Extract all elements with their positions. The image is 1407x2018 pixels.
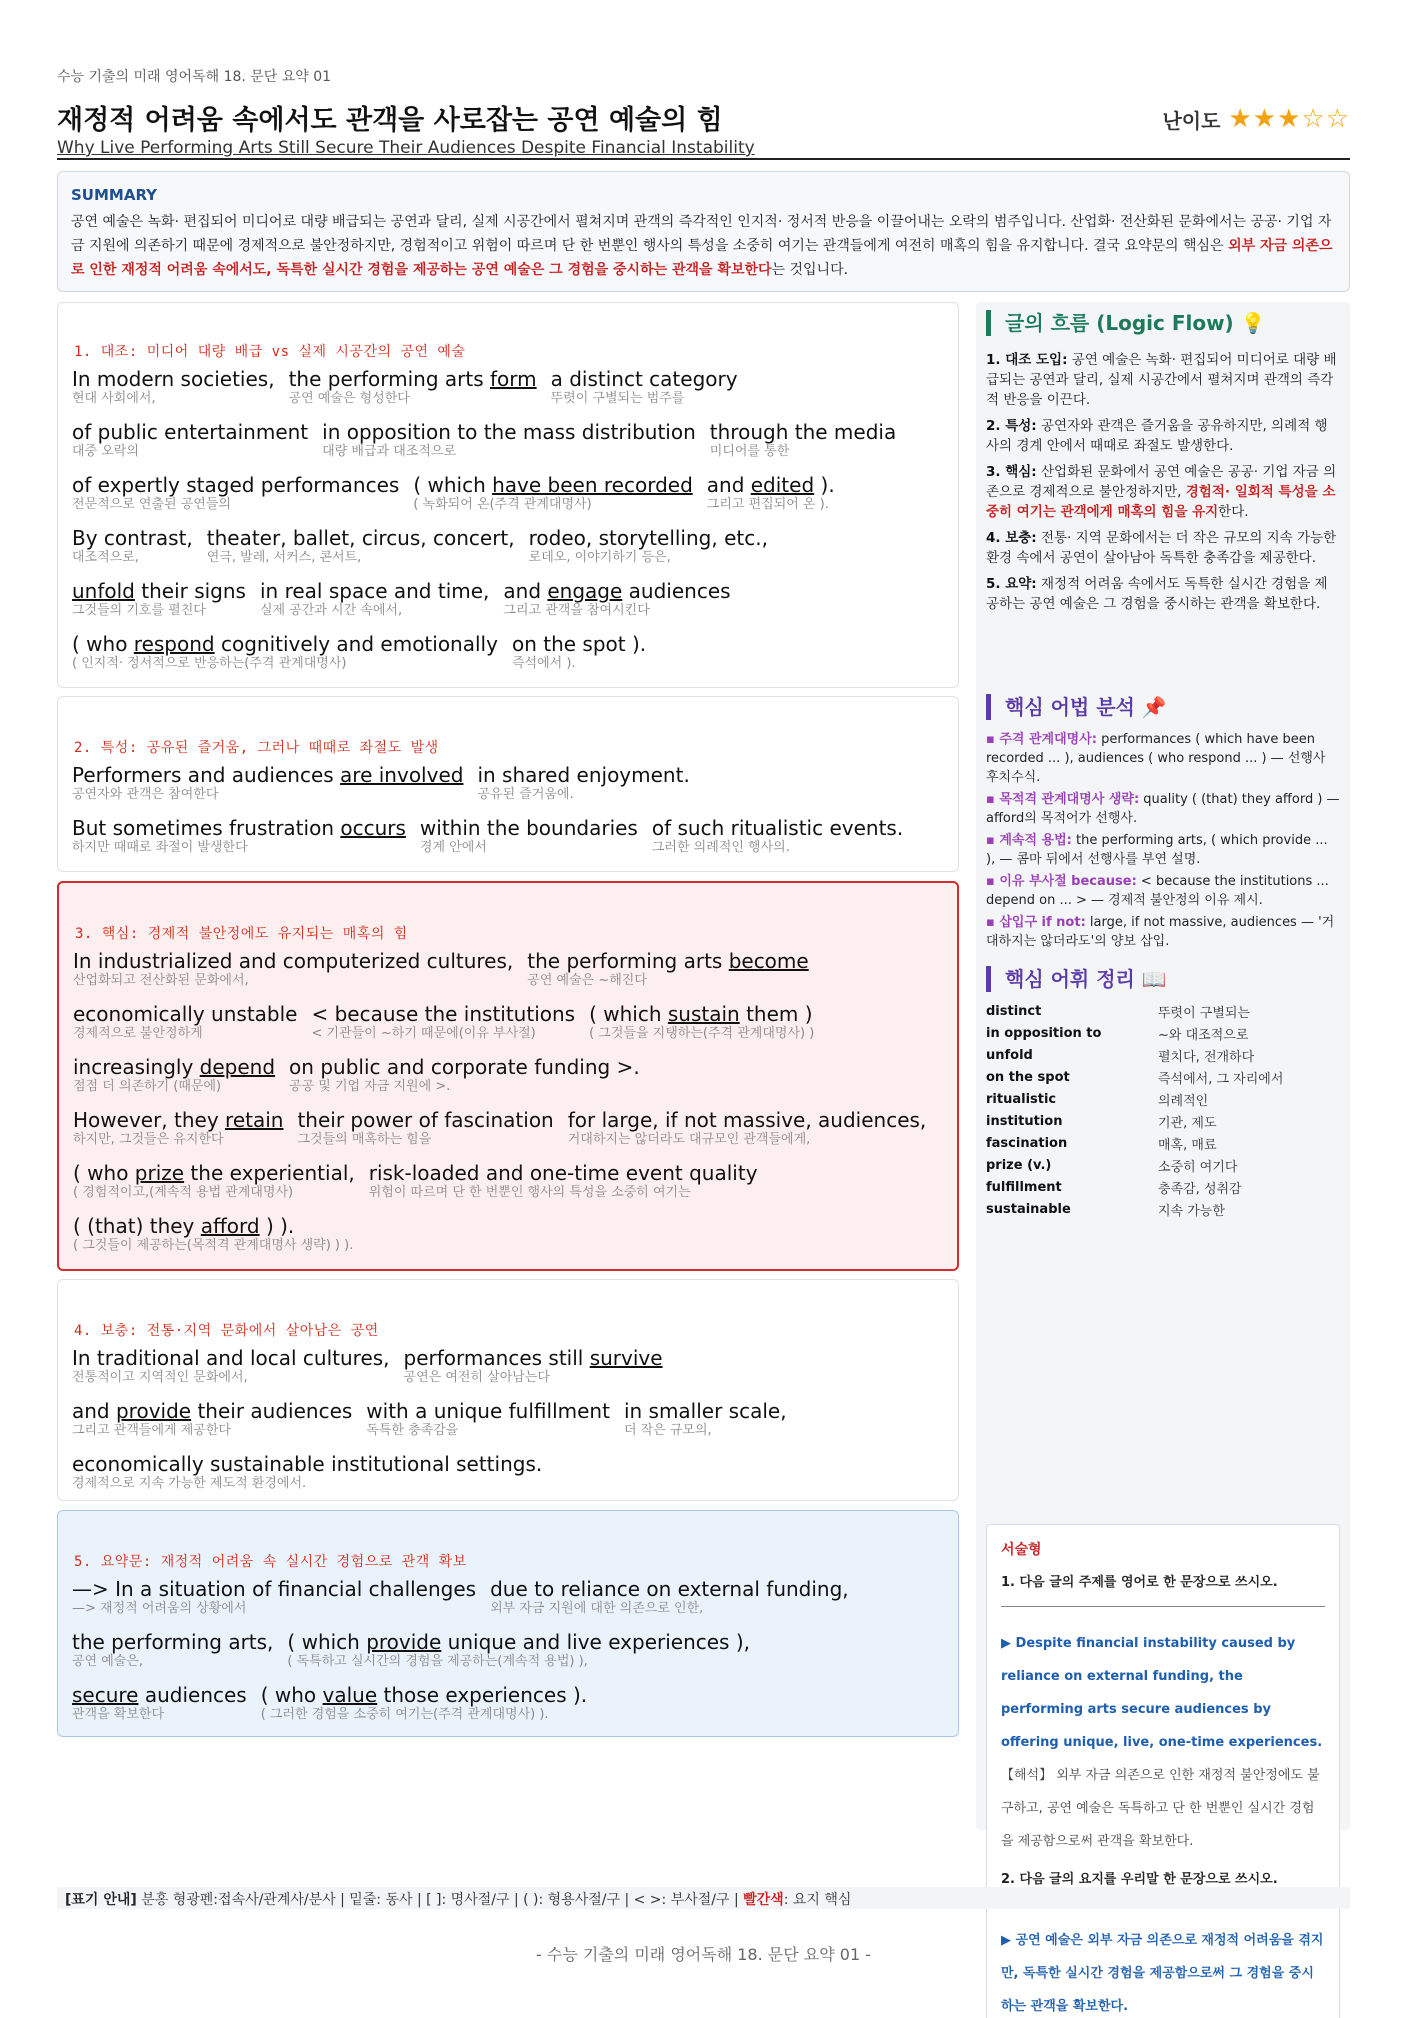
english-chunk: —> In a situation of financial challenges xyxy=(72,1577,477,1601)
summary-heading: SUMMARY xyxy=(71,186,158,204)
answer-line xyxy=(1001,1606,1325,1607)
vocab-row xyxy=(986,1088,1340,1110)
sentence-line xyxy=(72,1346,677,1386)
english-chunk: secure audiences xyxy=(72,1683,247,1707)
korean-gloss: 대량 배급과 대조적으로 xyxy=(322,444,457,459)
vocab-meaning: 매혹, 매료 xyxy=(1158,1137,1217,1153)
korean-gloss: 거대하지는 않더라도 대규모인 관객들에게, xyxy=(567,1132,811,1147)
chunk xyxy=(707,473,835,513)
english-chunk: theater, ballet, circus, concert, xyxy=(206,526,515,550)
korean-gloss: ( 그것들이 제공하는(목적격 관계대명사 생략) ) ). xyxy=(73,1238,354,1253)
sentence-line xyxy=(73,1055,654,1095)
korean-gloss: ( 그것들을 지탱하는(주격 관계대명사) ) xyxy=(589,1026,815,1041)
logic-flow-item: 2. 특성: 공연자와 관객은 즐거움을 공유하지만, 의례적 행사의 경계 안에서 때때로 좌절도 발생한다. xyxy=(986,418,1328,454)
chunk xyxy=(551,367,738,407)
english-chunk: and engage audiences xyxy=(503,579,731,603)
grammar-item: ▪ 이유 부사절 because: < because the institutions ... depend on ... > — 경제적 불안정의 이유 제시. xyxy=(986,874,1329,908)
english-chunk: due to reliance on external funding, xyxy=(490,1577,849,1601)
korean-gloss: 그것들의 기호를 펼친다 xyxy=(72,603,206,618)
english-chunk: economically sustainable institutional settings. xyxy=(72,1452,543,1476)
paragraph-note: 4. 보충: 전통·지역 문화에서 살아남은 공연 xyxy=(74,1323,379,1339)
sentence-line xyxy=(72,1683,601,1723)
chunk xyxy=(72,579,246,619)
chunk xyxy=(72,1630,273,1670)
chunk xyxy=(72,420,308,460)
chunk xyxy=(624,1399,787,1439)
paragraph-block-3 xyxy=(57,881,959,1271)
vocab-row xyxy=(986,1044,1340,1066)
vocab-heading xyxy=(986,966,1167,992)
exam-question-1: 1. 다음 글의 주제를 영어로 한 문장으로 쓰시오. xyxy=(1001,1575,1278,1590)
chunk xyxy=(490,1577,849,1617)
english-chunk: of such ritualistic events. xyxy=(651,816,904,840)
chunk xyxy=(73,1002,297,1042)
chunk xyxy=(261,1683,587,1723)
korean-gloss: 외부 자금 지원에 대한 의존으로 인한, xyxy=(490,1601,704,1616)
pin-icon: 📌 xyxy=(1141,695,1167,719)
chunk xyxy=(311,1002,575,1042)
logic-flow-item: 4. 보충: 전통· 지역 문화에서는 더 작은 규모의 지속 가능한 환경 속에서 공연이 살아남아 독특한 충족감을 제공한다. xyxy=(986,530,1337,566)
vocab-word: fulfillment xyxy=(986,1179,1062,1195)
legend-text: 분홍 형광펜:접속사/관계사/분사 | 밑줄: 동사 | [ ]: 명사절/구 | ( ): 형용사절/구 | < >: 부사절/구 | xyxy=(136,1892,744,1908)
chunk xyxy=(369,1161,758,1201)
summary-text xyxy=(71,210,1336,282)
korean-gloss: 전문적으로 연출된 공연들의 xyxy=(72,497,231,512)
logic-flow-list xyxy=(986,350,1340,620)
summary-box xyxy=(57,171,1350,292)
english-chunk: a distinct category xyxy=(550,367,738,391)
chunk xyxy=(420,816,638,856)
english-chunk: their power of fascination xyxy=(297,1108,554,1132)
korean-gloss: 즉석에서 ). xyxy=(511,656,576,671)
korean-gloss: 공유된 즐거움에. xyxy=(477,787,574,802)
series-label: 수능 기출의 미래 영어독해 18. 문단 요약 01 xyxy=(57,69,332,85)
chunk xyxy=(503,579,730,619)
english-chunk: and provide their audiences xyxy=(72,1399,353,1423)
english-chunk: ( (that) they afford ) ). xyxy=(73,1214,295,1238)
korean-gloss: 관객을 확보한다 xyxy=(72,1707,165,1722)
grammar-item: ▪ 계속적 용법: the performing arts, ( which provide ... ), — 콤마 뒤에서 선행사를 부연 설명. xyxy=(986,833,1328,867)
grammar-item: ▪ 목적격 관계대명사 생략: quality ( (that) they afford ) — afford의 목적어가 선행사. xyxy=(986,792,1340,826)
vocab-row xyxy=(986,1132,1340,1154)
logic-flow-title: 글의 흐름 (Logic Flow) xyxy=(1005,311,1234,335)
english-chunk: risk-loaded and one-time event quality xyxy=(368,1161,758,1185)
vocab-meaning: 소중히 여기다 xyxy=(1158,1159,1238,1175)
vocab-list xyxy=(986,1000,1340,1220)
chunk xyxy=(73,1055,275,1095)
paragraph-block-2 xyxy=(57,696,959,872)
korean-gloss: ( 그러한 경험을 소중히 여기는(주격 관계대명사) ). xyxy=(260,1707,549,1722)
chunk xyxy=(72,367,275,407)
page-footer: - 수능 기출의 미래 영어독해 18. 문단 요약 01 - xyxy=(536,1945,871,1964)
sentence-line xyxy=(73,1002,828,1042)
english-chunk: in shared enjoyment. xyxy=(477,763,690,787)
korean-gloss: 산업화되고 전산화된 문화에서, xyxy=(73,973,249,988)
korean-gloss: ( 녹화되어 온(주격 관계대명사) xyxy=(413,497,592,512)
english-chunk: the performing arts form xyxy=(288,367,537,391)
chunk xyxy=(260,579,489,619)
grammar-item: ▪ 삽입구 if not: large, if not massive, audiences — '거대하지는 않더라도'의 양보 삽입. xyxy=(986,915,1335,949)
chunk xyxy=(72,1683,247,1723)
english-chunk: of expertly staged performances xyxy=(72,473,400,497)
vocab-meaning: 지속 가능한 xyxy=(1158,1203,1225,1219)
chunk xyxy=(568,1108,927,1148)
korean-gloss: 그것들의 매혹하는 힘을 xyxy=(297,1132,432,1147)
english-chunk: But sometimes frustration occurs xyxy=(72,816,406,840)
vocab-meaning: 뚜렷이 구별되는 xyxy=(1158,1005,1251,1021)
chunk xyxy=(366,1399,610,1439)
chunk xyxy=(289,367,537,407)
korean-gloss: 점점 더 의존하기 (때문에) xyxy=(73,1079,222,1094)
paragraph-block-5 xyxy=(57,1510,959,1737)
english-chunk: In modern societies, xyxy=(72,367,275,391)
sidebar xyxy=(976,302,1350,2014)
vocab-word: fascination xyxy=(986,1135,1068,1151)
chunk xyxy=(207,526,515,566)
book-icon: 📖 xyxy=(1141,967,1167,991)
vocab-word: distinct xyxy=(986,1003,1042,1019)
page-title: 재정적 어려움 속에서도 관객을 사로잡는 공연 예술의 힘 xyxy=(57,105,723,136)
exam-question-2: 2. 다음 글의 요지를 우리말 한 문장으로 쓰시오. xyxy=(1001,1872,1278,1887)
sentence-line xyxy=(73,949,823,989)
chunk xyxy=(652,816,903,856)
logic-flow-item: 3. 핵심: 산업화된 문화에서 공연 예술은 공공· 기업 자금 의존으로 경제적으로 불안정하지만, 경험적· 일회적 특성을 소중히 여기는 관객에게 매혹의 힘을 유지한다. xyxy=(986,464,1337,520)
vocab-meaning: 즉석에서, 그 자리에서 xyxy=(1158,1071,1284,1087)
english-chunk: with a unique fulfillment xyxy=(366,1399,610,1423)
sentence-line xyxy=(73,1161,772,1201)
english-chunk: performances still survive xyxy=(403,1346,663,1370)
vocab-meaning: 기관, 제도 xyxy=(1158,1115,1217,1131)
vocab-word: on the spot xyxy=(986,1069,1070,1085)
sentence-line xyxy=(72,1452,556,1492)
korean-gloss: 로데오, 이야기하기 등은, xyxy=(528,550,671,565)
korean-gloss: 더 작은 규모의, xyxy=(623,1423,712,1438)
korean-gloss: 공연 예술은 ~해진다 xyxy=(527,973,647,988)
chunk xyxy=(72,1399,352,1439)
korean-gloss: < 기관들이 ~하기 때문에(이유 부사절) xyxy=(311,1026,536,1041)
vocab-row xyxy=(986,1176,1340,1198)
english-chunk: increasingly depend xyxy=(73,1055,276,1079)
english-chunk: within the boundaries xyxy=(419,816,638,840)
exam-answer-2: ▶ 공연 예술은 외부 자금 의존으로 재정적 어려움을 겪지만, 독특한 실시간 경험을 제공함으로써 그 경험을 중시하는 관객을 확보한다. xyxy=(1001,1933,1324,2014)
korean-gloss: 공연자와 관객은 참여한다 xyxy=(72,787,219,802)
sentence-line xyxy=(72,579,745,619)
logic-flow-heading xyxy=(986,310,1266,336)
sentence-line xyxy=(72,420,910,460)
english-chunk: on public and corporate funding >. xyxy=(289,1055,640,1079)
english-chunk: in smaller scale, xyxy=(623,1399,787,1423)
korean-gloss: 미디어를 통한 xyxy=(709,444,790,459)
sentence-line xyxy=(72,1577,863,1617)
sentence-line xyxy=(72,632,660,672)
korean-gloss: 공연은 여전히 살아남는다 xyxy=(403,1370,550,1385)
chunk xyxy=(73,1108,283,1148)
english-chunk: However, they retain xyxy=(73,1108,284,1132)
chunk xyxy=(527,949,808,989)
vocab-row xyxy=(986,1154,1340,1176)
chunk xyxy=(297,1108,553,1148)
chunk xyxy=(72,816,406,856)
english-chunk: on the spot ). xyxy=(511,632,647,656)
chunk xyxy=(72,1577,476,1617)
vocab-word: prize (v.) xyxy=(986,1157,1052,1173)
difficulty-rating xyxy=(1162,104,1350,134)
vocab-word: ritualistic xyxy=(986,1091,1057,1107)
korean-gloss: 공공 및 기업 자금 지원에 >. xyxy=(289,1079,451,1094)
english-chunk: the performing arts, xyxy=(72,1630,274,1654)
chunk xyxy=(287,1630,750,1670)
vocab-row xyxy=(986,1066,1340,1088)
vocab-word: sustainable xyxy=(986,1201,1071,1217)
chunk xyxy=(73,1214,353,1254)
english-chunk: In industrialized and computerized cultures, xyxy=(73,949,514,973)
english-chunk: and edited ). xyxy=(706,473,835,497)
chunk xyxy=(72,473,399,513)
star-rating-icon: ★★★☆☆ xyxy=(1228,104,1350,134)
vocab-word: in opposition to xyxy=(986,1025,1102,1041)
sentence-line xyxy=(72,473,849,513)
sentence-line xyxy=(72,367,752,407)
chunk xyxy=(404,1346,663,1386)
english-chunk: ( which have been recorded xyxy=(413,473,693,497)
korean-gloss: 그리고 관객을 참여시킨다 xyxy=(503,603,650,618)
paragraph-note: 2. 특성: 공유된 즐거움, 그러나 때때로 좌절도 발생 xyxy=(74,740,439,756)
vocab-row xyxy=(986,1198,1340,1220)
korean-gloss: 경계 안에서 xyxy=(419,840,487,855)
chunk xyxy=(72,632,498,672)
vocab-meaning: 충족감, 성취감 xyxy=(1158,1181,1242,1197)
sentence-line xyxy=(72,526,782,566)
korean-gloss: 뚜렷이 구별되는 범주를 xyxy=(550,391,685,406)
english-chunk: in opposition to the mass distribution xyxy=(322,420,696,444)
korean-gloss: 하지만 때때로 좌절이 발생한다 xyxy=(72,840,248,855)
korean-gloss: ( 독특하고 실시간의 경험을 제공하는(계속적 용법) ), xyxy=(287,1654,588,1669)
korean-gloss: 공연 예술은 형성한다 xyxy=(288,391,410,406)
legend-tail: : 요지 핵심 xyxy=(783,1892,852,1908)
korean-gloss: 독특한 충족감을 xyxy=(366,1423,459,1438)
chunk xyxy=(413,473,692,513)
chunk xyxy=(477,763,689,803)
page-subtitle: Why Live Performing Arts Still Secure Their Audiences Despite Financial Instability xyxy=(57,138,755,158)
korean-gloss: 대중 오락의 xyxy=(72,444,139,459)
vocab-word: unfold xyxy=(986,1047,1033,1063)
korean-gloss: —> 재정적 어려움의 상황에서 xyxy=(72,1601,247,1616)
logic-flow-item: 5. 요약: 재정적 어려움 속에서도 독특한 실시간 경험을 제공하는 공연 예술은 그 경험을 중시하는 관객을 확보한다. xyxy=(986,576,1328,612)
logic-flow-item: 1. 대조 도입: 공연 예술은 녹화· 편집되어 미디어로 대량 배급되는 공연과 달리, 실제 시공간에서 펼쳐지며 관객의 즉각적 반응을 이끈다. xyxy=(986,352,1337,408)
korean-gloss: 공연 예술은, xyxy=(72,1654,144,1669)
difficulty-label: 난이도 xyxy=(1162,108,1221,133)
sentence-line xyxy=(72,1630,764,1670)
english-chunk: rodeo, storytelling, etc., xyxy=(528,526,768,550)
legend-red: 빨간색 xyxy=(743,1892,784,1908)
english-chunk: By contrast, xyxy=(72,526,193,550)
paragraph-note: 3. 핵심: 경제적 불안정에도 유지되는 매혹의 힘 xyxy=(75,926,408,942)
english-chunk: through the media xyxy=(709,420,897,444)
english-chunk: ( who respond cognitively and emotionally xyxy=(72,632,498,656)
sentence-line xyxy=(72,1399,801,1439)
chunk xyxy=(73,1161,355,1201)
korean-gloss: 그리고 관객들에게 제공한다 xyxy=(72,1423,231,1438)
korean-gloss: 경제적으로 불안정하게 xyxy=(73,1026,203,1041)
grammar-item: ▪ 주격 관계대명사: performances ( which have been recorded ... ), audiences ( who respond ... ) — 선행사 후치수식. xyxy=(986,732,1326,785)
chunk xyxy=(710,420,896,460)
english-chunk: Performers and audiences are involved xyxy=(72,763,464,787)
english-chunk: for large, if not massive, audiences, xyxy=(567,1108,927,1132)
english-chunk: unfold their signs xyxy=(72,579,246,603)
korean-gloss: 대조적으로, xyxy=(72,550,139,565)
english-chunk: ( which sustain them ) xyxy=(589,1002,813,1026)
chunk xyxy=(73,949,513,989)
korean-gloss: 연극, 발레, 서커스, 콘서트, xyxy=(206,550,362,565)
summary-text-tail: 는 것입니다. xyxy=(771,262,849,278)
chunk xyxy=(72,526,193,566)
legend-label: [표기 안내] xyxy=(65,1892,137,1908)
vocab-row xyxy=(986,1110,1340,1132)
exam-answer-1: ▶ Despite financial instability caused by reliance on external funding, the performing arts secure audiences by offering unique, live, one-time experiences. xyxy=(1001,1636,1323,1750)
english-chunk: ( who prize the experiential, xyxy=(73,1161,355,1185)
korean-gloss: 전통적이고 지역적인 문화에서, xyxy=(72,1370,248,1385)
paragraph-block-4 xyxy=(57,1279,959,1501)
chunk xyxy=(589,1002,814,1042)
vocab-row xyxy=(986,1000,1340,1022)
sentence-line xyxy=(73,1108,940,1148)
vocab-meaning: 펼치다, 전개하다 xyxy=(1158,1049,1255,1065)
english-chunk: In traditional and local cultures, xyxy=(72,1346,390,1370)
lightbulb-icon: 💡 xyxy=(1240,311,1266,335)
paragraph-note: 1. 대조: 미디어 대량 배급 vs 실제 시공간의 공연 예술 xyxy=(74,344,466,360)
korean-gloss: ( 인지적· 정서적으로 반응하는(주격 관계대명사) xyxy=(72,656,347,671)
english-chunk: the performing arts become xyxy=(527,949,809,973)
korean-gloss: 현대 사회에서, xyxy=(72,391,156,406)
title-divider xyxy=(57,158,1350,160)
vocab-row xyxy=(986,1022,1340,1044)
chunk xyxy=(322,420,696,460)
exam-heading: 서술형 xyxy=(1001,1542,1042,1558)
korean-gloss: 실제 공간과 시간 속에서, xyxy=(259,603,403,618)
chunk xyxy=(72,1346,390,1386)
vocab-word: institution xyxy=(986,1113,1063,1129)
grammar-list xyxy=(986,730,1340,954)
english-chunk: economically unstable xyxy=(73,1002,298,1026)
sentence-line xyxy=(73,1214,367,1254)
english-chunk: in real space and time, xyxy=(259,579,490,603)
korean-gloss: ( 경험적이고,(계속적 용법 관계대명사) xyxy=(73,1185,294,1200)
english-chunk: of public entertainment xyxy=(72,420,309,444)
grammar-heading xyxy=(986,694,1167,720)
korean-gloss: 하지만, 그것들은 유지한다 xyxy=(73,1132,224,1147)
korean-gloss: 그러한 의례적인 행사의. xyxy=(651,840,790,855)
sentence-line xyxy=(72,816,917,856)
summary-highlight: 외부 자금 의존으로 인한 재정적 어려움 속에서도, 독특한 실시간 경험을 제공하는 공연 예술은 그 경험을 중시하는 관객을 확보한다 xyxy=(71,238,1333,278)
korean-gloss: 경제적으로 지속 가능한 제도적 환경에서. xyxy=(72,1476,307,1491)
chunk xyxy=(72,1452,542,1492)
korean-gloss: 위험이 따르며 단 한 번뿐인 행사의 특성을 소중히 여기는 xyxy=(368,1185,691,1200)
sentence-line xyxy=(72,763,704,803)
korean-gloss: 그리고 편집되어 온 ). xyxy=(706,497,829,512)
chunk xyxy=(529,526,768,566)
vocab-meaning: 의례적인 xyxy=(1158,1093,1209,1109)
summary-text-part: 공연 예술은 녹화· 편집되어 미디어로 대량 배급되는 공연과 달리, 실제 시공간에서 펼쳐지며 관객의 즉각적인 인지적· 정서적 반응을 이끌어내는 오락의 범주입니다. 산업화· 전산화된 문화에서는 공공· 기업 자금 지원에 의존하기 때문에 경제적으로 불안정하지만, 경험적이고 위험이 따르며 단 한 번뿐인 행사의 특성을 소중히 여기는 관객들에게 여전히 매혹의 힘을 유지합니다. 결국 요약문의 핵심은 xyxy=(71,214,1332,254)
english-chunk: < because the institutions xyxy=(311,1002,576,1026)
chunk xyxy=(289,1055,640,1095)
exam-translation-1: 【해석】 외부 자금 의존으로 인한 재정적 불안정에도 불구하고, 공연 예술은 독특하고 단 한 번뿐인 실시간 경험을 제공함으로써 관객을 확보한다. xyxy=(1001,1768,1320,1849)
chunk xyxy=(72,763,463,803)
paragraph-note: 5. 요약문: 재정적 어려움 속 실시간 경험으로 관객 확보 xyxy=(74,1554,467,1570)
notation-legend xyxy=(57,1887,1350,1909)
grammar-title: 핵심 어법 분석 xyxy=(1005,695,1135,719)
english-chunk: ( which provide unique and live experiences ), xyxy=(287,1630,750,1654)
vocab-meaning: ~와 대조적으로 xyxy=(1158,1027,1249,1043)
paragraph-block-1 xyxy=(57,302,959,688)
english-chunk: ( who value those experiences ). xyxy=(260,1683,588,1707)
chunk xyxy=(512,632,646,672)
vocab-title: 핵심 어휘 정리 xyxy=(1005,967,1135,991)
